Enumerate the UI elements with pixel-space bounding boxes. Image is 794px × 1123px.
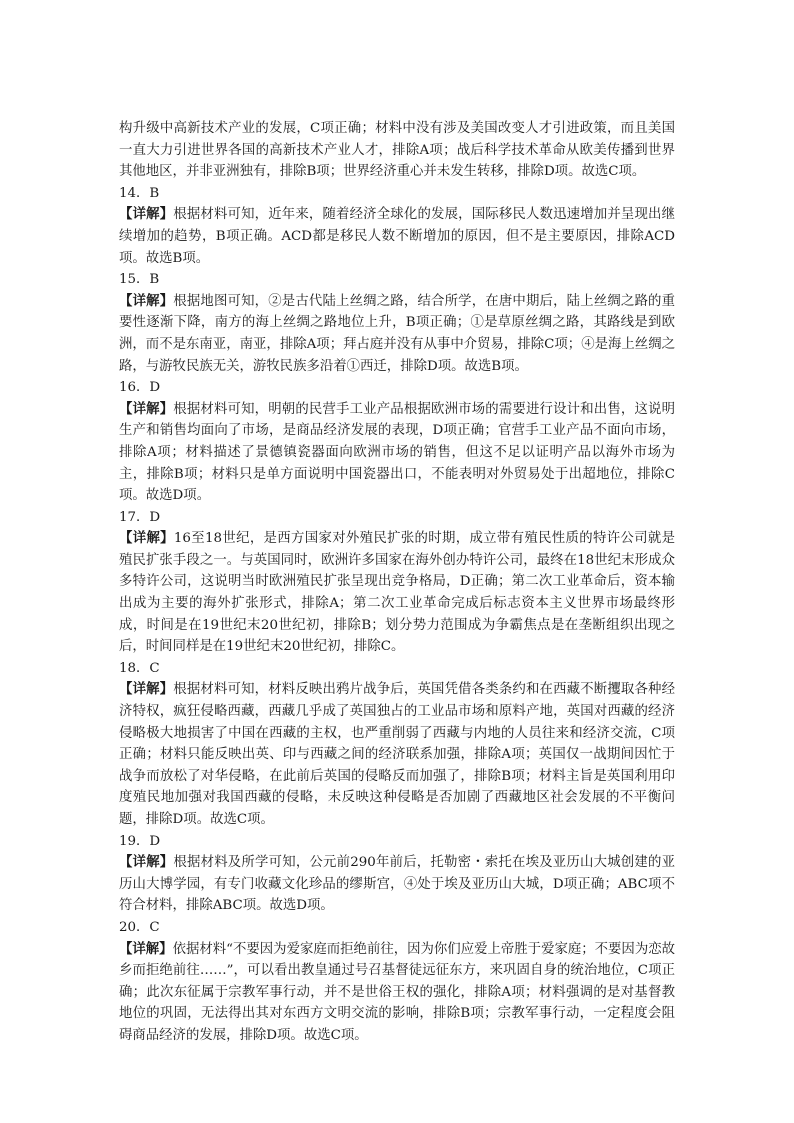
detail-tag: 【详解】 bbox=[119, 401, 174, 417]
detail-tag: 【详解】 bbox=[119, 207, 174, 223]
detail-tag: 【详解】 bbox=[119, 293, 174, 309]
question-number-20: 20．C bbox=[119, 919, 160, 935]
detail-tag: 【详解】 bbox=[119, 941, 173, 957]
explanation-text: 根据地图可知，②是古代陆上丝绸之路，结合所学，在唐中期后，陆上丝绸之路的重要性逐渐下降，南方的海上丝绸之路地位上升，B项正确；①是草原丝绸之路，其路线是到欧洲，而不是东南亚，南亚，排除A项；拜占庭并没有从事中介贸易，排除C项；④是海上丝绸之路，与游牧民族无关，游牧民族多沿着①西迁，排除D项。故选B项。 bbox=[119, 293, 676, 374]
answer-explanation-16 bbox=[119, 399, 675, 507]
question-number-14: 14．B bbox=[119, 185, 160, 201]
question-number-18: 18．C bbox=[119, 660, 160, 676]
answer-explanation-17 bbox=[119, 528, 675, 658]
explanation-text: 依据材料“不要因为爱家庭而拒绝前往，因为你们应爱上帝胜于爱家庭；不要因为恋故乡而拒绝前往……”，可以看出教皇通过号召基督徒远征东方，来巩固自身的统治地位，C项正确；此次东征属于宗教军事行动，并不是世俗王权的强化，排除A项；材料强调的是对基督教地位的巩固，无法得出其对东西方文明交流的影响，排除B项；宗教军事行动，一定程度会阻碍商品经济的发展，排除D项。故选C项。 bbox=[119, 941, 676, 1043]
detail-tag: 【详解】 bbox=[119, 531, 174, 547]
question-number-17: 17．D bbox=[119, 509, 161, 525]
explanation-text: 根据材料及所学可知，公元前290年前后，托勒密・索托在埃及亚历山大城创建的亚历山大博学园，有专门收藏文化珍品的缪斯宫，④处于埃及亚历山大城，D项正确；ABC项不符合材料，排除ABC项。故选D项。 bbox=[119, 855, 675, 914]
explanation-text: 16至18世纪，是西方国家对外殖民扩张的时期，成立带有殖民性质的特许公司就是殖民扩张手段之一。与英国同时，欧洲许多国家在海外创办特许公司，最终在18世纪末形成众多特许公司，这说明当时欧洲殖民扩张呈现出竞争格局，D正确；第二次工业革命后，资本输出成为主要的海外扩张形式，排除A；第二次工业革命完成后标志资本主义世界市场最终形成，时间是在19世纪末20世纪初，排除B；划分势力范围成为争霸焦点是在垄断组织出现之后，时间同样是在19世纪末20世纪初，排除C。 bbox=[119, 531, 675, 655]
detail-tag: 【详解】 bbox=[119, 682, 174, 698]
answer-explanation-15 bbox=[119, 291, 675, 377]
explanation-text: 根据材料可知，近年来，随着经济全球化的发展，国际移民人数迅速增加并呈现出继续增加的趋势，B项正确。ACD都是移民人数不断增加的原因，但不是主要原因，排除ACD项。故选B项。 bbox=[119, 207, 676, 266]
detail-tag: 【详解】 bbox=[119, 855, 174, 871]
answer-explanation-18 bbox=[119, 679, 675, 830]
answer-explanation-19 bbox=[119, 852, 675, 917]
question-number-16: 16．D bbox=[119, 380, 161, 396]
explanation-text: 根据材料可知，明朝的民营手工业产品根据欧洲市场的需要进行设计和出售，这说明生产和销售均面向了市场，是商品经济发展的表现，D项正确；官营手工业产品不面向市场，排除A项；材料描述了景德镇瓷器面向欧洲市场的销售，但这不足以证明产品以海外市场为主，排除B项；材料只是单方面说明中国瓷器出口，不能表明对外贸易处于出超地位，排除C项。故选D项。 bbox=[119, 401, 676, 504]
question-number-15: 15．B bbox=[119, 272, 160, 288]
question-number-19: 19．D bbox=[119, 833, 161, 849]
answer-explanation-14 bbox=[119, 204, 675, 269]
intro-paragraph: 构升级中高新技术产业的发展，C项正确；材料中没有涉及美国改变人才引进政策，而且美国一直大力引进世界各国的高新技术产业人才，排除A项；战后科学技术革命从欧美传播到世界其他地区，并非亚洲独有，排除B项；世界经济重心并未发生转移，排除D项。故选C项。 bbox=[119, 121, 675, 180]
explanation-text: 根据材料可知，材料反映出鸦片战争后，英国凭借各类条约和在西藏不断攫取各种经济特权，疯狂侵略西藏，西藏几乎成了英国独占的工业品市场和原料产地，英国对西藏的经济侵略极大地损害了中国在西藏的主权，也严重削弱了西藏与内地的人员往来和经济交流，C项正确；材料只能反映出英、印与西藏之间的经济联系加强，排除A项；英国仅一战期间因忙于战争而放松了对华侵略，在此前后英国的侵略反而加强了，排除B项；材料主旨是英国利用印度殖民地加强对我国西藏的侵略，未反映这种侵略是否加剧了西藏地区社会发展的不平衡问题，排除D项。故选C项。 bbox=[119, 682, 676, 827]
document-page bbox=[119, 118, 675, 1047]
answer-explanation-20 bbox=[119, 939, 675, 1047]
